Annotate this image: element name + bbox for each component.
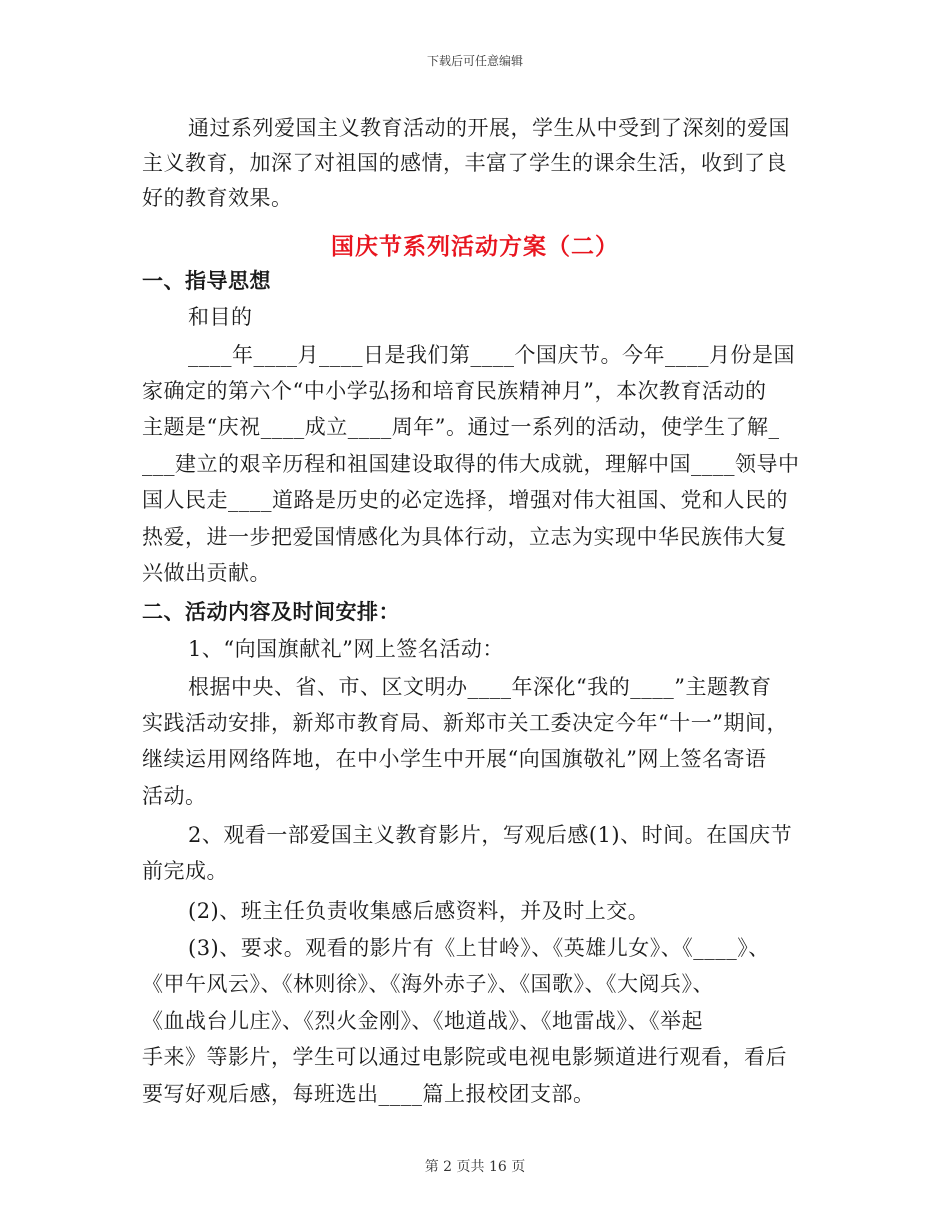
section2-line-4: 继续运用网络阵地，在中小学生中开展“向国旗敬礼”网上签名寄语 (142, 747, 767, 771)
section1-line-5: ___建立的艰辛历程和祖国建设取得的伟大成就，理解中国____领导中 (142, 452, 800, 476)
page-footer: 第 2 页共 16 页 (424, 1159, 526, 1175)
section1-line-2: ____年____月____日是我们第____个国庆节。今年____月份是国 (188, 343, 795, 367)
section2-line-11: 《血战台儿庄》、《烈火金刚》、《地道战》、《地雷战》、《举起 (142, 1009, 703, 1033)
section2-line-6: 2、观看一部爱国主义教育影片，写观后感(1)、时间。在国庆节 (188, 823, 793, 847)
section2-line-9: (3)、要求。观看的影片有《上甘岭》、《英雄儿女》、《____》、 (188, 936, 770, 960)
section1-line-6: 国人民走____道路是历史的必定选择，增强对伟大祖国、党和人民的 (142, 488, 788, 512)
section1-line-1: 和目的 (188, 305, 253, 329)
section2-line-10: 《甲午风云》、《林则徐》、《海外赤子》、《国歌》、《大阅兵》、 (142, 972, 714, 996)
page-header: 下载后可任意编辑 (426, 54, 523, 68)
document-title: 国庆节系列活动方案（二） (331, 234, 619, 260)
section1-line-8: 兴做出贡献。 (142, 561, 271, 585)
section1-line-3: 家确定的第六个“中小学弘扬和培育民族精神月”，本次教育活动的 (142, 379, 767, 403)
section2-line-1: 1、“向国旗献礼”网上签名活动： (188, 637, 504, 661)
section1-heading: 一、指导思想 (142, 269, 271, 293)
section1-line-7: 热爱，进一步把爱国情感化为具体行动，立志为实现中华民族伟大复 (142, 525, 787, 549)
section1-line-4: 主题是“庆祝____成立____周年”。通过一系列的活动，使学生了解_ (142, 415, 780, 439)
section2-line-8: (2)、班主任负责收集感后感资料，并及时上交。 (188, 899, 650, 923)
section2-line-7: 前完成。 (142, 859, 228, 883)
section2-line-13: 要写好观后感，每班选出____篇上报校团支部。 (142, 1082, 595, 1106)
section2-line-12: 手来》等影片，学生可以通过电影院或电视电影频道进行观看，看后 (142, 1045, 787, 1069)
section2-line-2: 根据中央、省、市、区文明办____年深化“我的____”主题教育 (188, 675, 772, 699)
section2-line-3: 实践活动安排，新郑市教育局、新郑市关工委决定今年“十一”期间， (142, 711, 788, 735)
intro-line-1: 通过系列爱国主义教育活动的开展，学生从中受到了深刻的爱国 (188, 116, 790, 140)
section2-line-5: 活动。 (142, 784, 207, 808)
intro-line-2: 主义教育，加深了对祖国的感情，丰富了学生的课余生活，收到了良 (142, 151, 787, 175)
intro-line-3: 好的教育效果。 (142, 186, 293, 210)
section2-heading: 二、活动内容及时间安排： (142, 600, 400, 624)
